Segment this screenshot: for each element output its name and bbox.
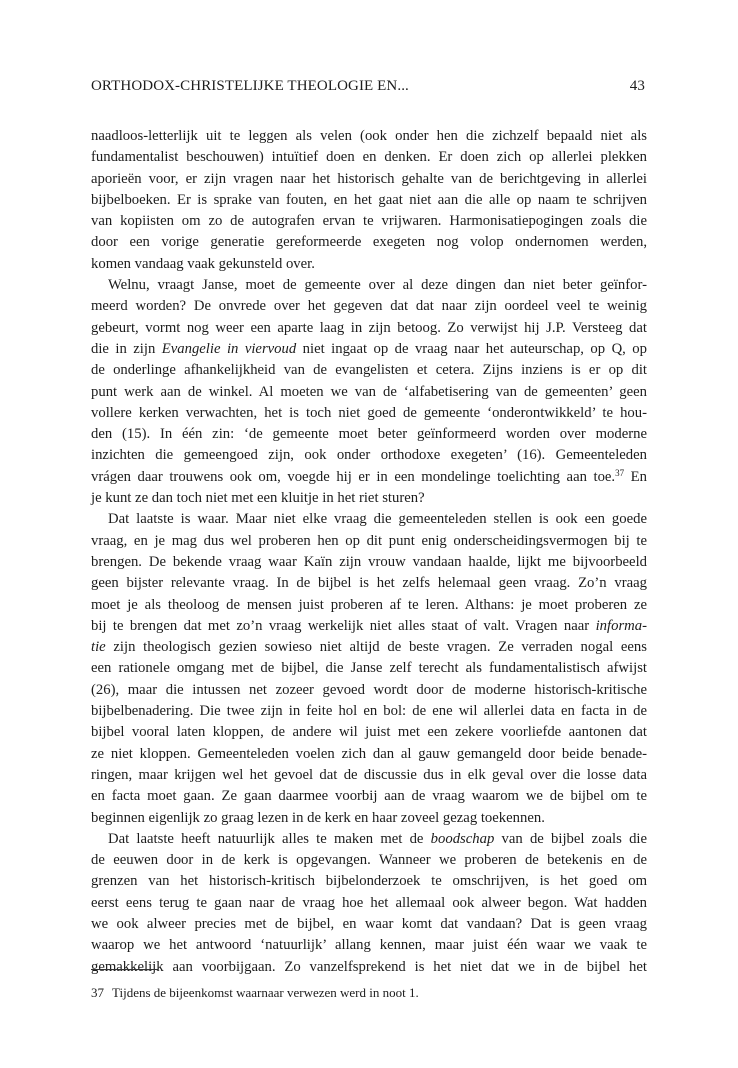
text-line: gemakkelijk aan voorbijgaan. Zo vanzelfsprekend is het niet dat we in de bijbel het: [91, 958, 647, 975]
page-number: 43: [629, 78, 645, 94]
text-line: fundamentalist beschouwen) intuïtief doen en denken. Er doen zich op allerlei plekken: [91, 149, 647, 166]
text-line: bij te brengen dat met zo’n vraag werkelijk niet alles staat of valt. Vragen naar informa-: [91, 617, 647, 634]
text-line: van kopiisten om zo de autografen ervan te vrijwaren. Harmonisatiepogingen zoals die: [91, 213, 647, 230]
text-line: en facta moet gaan. Ze gaan daarmee voorbij aan de vraag waarom we de bijbel om te: [91, 788, 647, 805]
text-line: grenzen van het historisch-kritisch bijbelonderzoek te omschrijven, is het goed om: [91, 873, 647, 890]
footnote-reference[interactable]: 37: [615, 467, 625, 478]
footnote: [91, 984, 419, 1002]
text-line: vraag, en je mag dus wel proberen hen op dit punt enig onderscheidingsvermogen bij te: [91, 532, 647, 549]
paragraph: [91, 126, 647, 275]
footnote-text: Tijdens de bijeenkomst waarnaar verwezen werd in noot 1.: [112, 985, 419, 1000]
paragraph: [91, 829, 647, 978]
footnote-rule: [91, 969, 158, 970]
text-line: naadloos-letterlijk uit te leggen als velen (ook onder hen die zichzelf bepaald niet als: [91, 128, 647, 144]
text-line: beginnen eigenlijk zo graag lezen in de kerk en haar zoveel gezag toekennen.: [91, 809, 545, 826]
text-line: inzichten die gemeengoed zijn, ook onder orthodoxe exegeten’ (16). Gemeenteleden: [91, 447, 647, 464]
text-line: Dat laatste heeft natuurlijk alles te maken met de boodschap van de bijbel zoals die: [108, 830, 648, 847]
footnote-number: 37: [91, 985, 104, 1000]
text-line: komen vandaag vaak gekunsteld over.: [91, 255, 315, 272]
text-line: gebeurt, vormt nog weer een aparte laag in zijn betoog. Zo verwijst hij J.P. Versteeg dat: [91, 319, 647, 336]
text-line: brengen. De bekende vraag waar Kaïn zijn vrouw vandaan haalde, lijkt me bijvoorbeeld: [91, 553, 647, 570]
text-line: je kunt ze dan toch niet met een kluitje in het riet sturen?: [91, 490, 425, 507]
text-line: ringen, maar krijgen wel het gevoel dat de discussie dus in elk geval over die losse data: [91, 766, 647, 783]
text-line: bijbelboeken. Er is sprake van fouten, en het gaat niet aan die alle op naam te schrijven: [91, 191, 647, 208]
body-text: [91, 126, 647, 978]
text-line: de onderlinge afhankelijkheid van de evangelisten et cetera. Zijns inziens is er op dit: [91, 362, 647, 379]
text-line: tie zijn theologisch gezien sowieso niet altijd de beste vragen. Ze verraden nogal eens: [91, 639, 647, 656]
text-line: door een vorige generatie gereformeerde exegeten nog volop ondernomen werden,: [91, 234, 647, 251]
paragraph: [91, 509, 647, 828]
text-line: we ook alweer precies met de bijbel, en waar komt dat vandaan? Dat is geen vraag: [91, 915, 647, 932]
text-line: moet je als theoloog de mensen juist proberen af te leren. Althans: je moet proberen ze: [91, 596, 647, 613]
text-line: vollere kerken verwachten, het is toch niet goed de gemeente ‘onderontwikkeld’ te hou-: [91, 404, 647, 421]
text-line: aporieën voor, er zijn vragen naar het historisch gehalte van de berichtgeving in allerlei: [91, 170, 647, 187]
italic-text: informa-: [595, 617, 647, 634]
text-line: meerd worden? De onvrede over het gegeven dat dat naar zijn oordeel veel te weinig: [91, 298, 647, 315]
text-line: waarop we het antwoord ‘natuurlijk’ allang kennen, maar juist één waar we vaak te: [91, 937, 647, 954]
text-line: ze niet kloppen. Gemeenteleden voelen zich dan al gauw gemangeld door beide benade-: [91, 745, 647, 762]
italic-text: boodschap: [430, 830, 495, 847]
text-line: de eeuwen door in de kerk is opgevangen. Wanneer we proberen de betekenis en de: [91, 852, 647, 869]
italic-text: Evangelie in viervoud: [161, 340, 297, 357]
text-line: die in zijn Evangelie in viervoud niet ingaat op de vraag naar het auteurschap, op Q, op: [91, 340, 647, 357]
text-line: bijbelbenadering. Die twee zijn in feite hol en bol: de ene wil allerlei data en facta in de: [91, 703, 647, 720]
text-line: Welnu, vraagt Janse, moet de gemeente over al deze dingen dan niet beter geïnfor-: [108, 277, 647, 294]
text-line: vrágen daar trouwens ook om, voegde hij er in een mondelinge toelichting aan toe.$^{37}$ En: [91, 467, 647, 485]
text-line: bijbel vooral laten kloppen, de andere wil juist met een zekere voorliefde aantonen dat: [91, 724, 647, 741]
text-line: Dat laatste is waar. Maar niet elke vraag die gemeenteleden stellen is ook een goede: [108, 511, 647, 528]
running-title: ORTHODOX-CHRISTELIJKE THEOLOGIE EN...: [91, 78, 409, 94]
text-line: (26), maar die intussen net zozeer gevoed wordt door de moderne historisch-kritische: [91, 681, 647, 698]
text-line: eerst eens terug te gaan naar de vraag hoe het allemaal ook alweer begon. Wat hadden: [91, 894, 647, 911]
text-line: den (15). In één zin: ‘de gemeente moet beter geïnformeerd worden over moderne: [91, 426, 647, 443]
running-head: [91, 78, 645, 95]
paragraph: [91, 275, 647, 509]
text-line: punt werk aan de winkel. Al moeten we van de ‘alfabetisering van de gemeenten’ geen: [91, 383, 647, 400]
text-line: een rationele omgang met de bijbel, die Janse zelf terecht als fundamentalistisch afwijst: [91, 660, 647, 677]
text-line: geen bijster relevante vraag. In de bijbel is het zelfs helemaal geen vraag. Zo’n vraag: [91, 575, 647, 592]
italic-text: tie: [91, 639, 106, 656]
